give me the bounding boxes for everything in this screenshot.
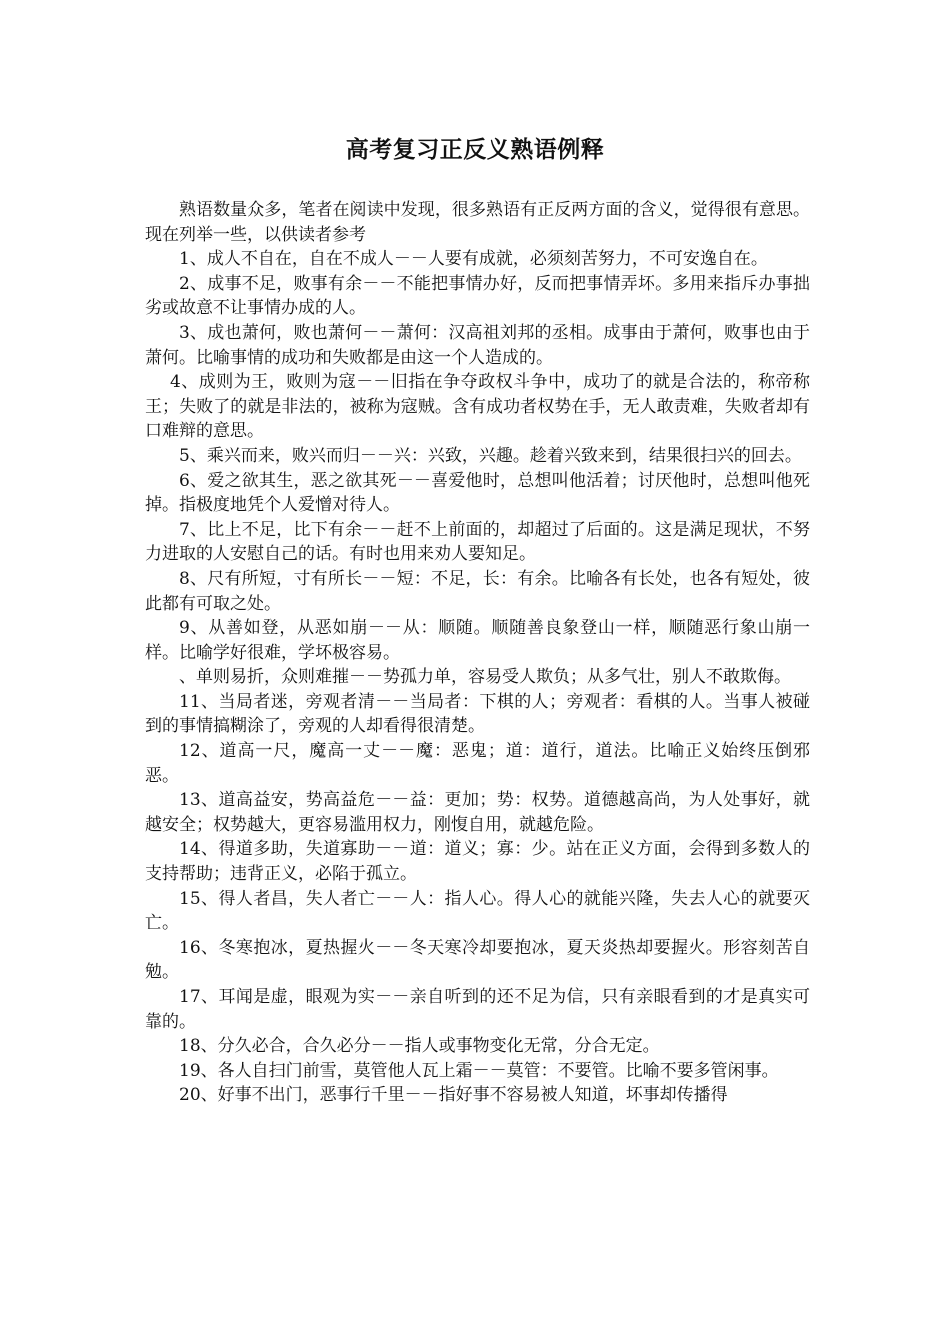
- idiom-item-2: 2、成事不足，败事有余－－不能把事情办好，反而把事情弄坏。多用来指斥办事拙劣或故意不让事情办成的人。: [145, 273, 810, 319]
- idiom-item-13: 13、道高益安，势高益危－－益：更加；势：权势。道德越高尚，为人处事好，就越安全；权势越大，更容易滥用权力，刚愎自用，就越危险。: [145, 790, 810, 835]
- idiom-item-15: 15、得人者昌，失人者亡－－人：指人心。得人心的就能兴隆，失去人心的就要灭亡。: [145, 888, 810, 934]
- idiom-item-19: 19、各人自扫门前雪，莫管他人瓦上霜－－莫管：不要管。比喻不要多管闲事。: [179, 1060, 779, 1081]
- idiom-item-8: 8、尺有所短，寸有所长－－短：不足，长：有余。比喻各有长处，也各有短处，彼此都有可取之处。: [145, 568, 810, 614]
- idiom-item-3: 3、成也萧何，败也萧何－－萧何：汉高祖刘邦的丞相。成事由于萧何，败事也由于萧何。比喻事情的成功和失败都是由这一个人造成的。: [145, 322, 810, 368]
- idiom-item-10: 、单则易折，众则难摧－－势孤力单，容易受人欺负；从多气壮，别人不敢欺侮。: [179, 667, 791, 688]
- idiom-item-7: 7、比上不足，比下有余－－赶不上前面的，却超过了后面的。这是满足现状，不努力进取的人安慰自己的话。有时也用来劝人要知足。: [145, 519, 810, 565]
- idiom-item-18: 18、分久必合，合久必分－－指人或事物变化无常，分合无定。: [179, 1036, 660, 1057]
- idiom-item-14: 14、得道多助，失道寡助－－道：道义；寡：少。站在正义方面，会得到多数人的支持帮助；违背正义，必陷于孤立。: [145, 839, 810, 885]
- idiom-item-1: 1、成人不自在，自在不成人－－人要有成就，必须刻苦努力，不可安逸自在。: [179, 249, 768, 270]
- idiom-item-12: 12、道高一尺，魔高一丈－－魔：恶鬼；道：道行，道法。比喻正义始终压倒邪恶。: [145, 741, 810, 786]
- idiom-item-17: 17、耳闻是虚，眼观为实－－亲自听到的还不足为信，只有亲眼看到的才是真实可靠的。: [145, 987, 810, 1032]
- page-title: 高考复习正反义熟语例释: [345, 136, 605, 163]
- idiom-item-16: 16、冬寒抱冰，夏热握火－－冬天寒冷却要抱冰，夏天炎热却要握火。形容刻苦自勉。: [145, 937, 810, 983]
- idiom-item-4: 4、成则为王，败则为寇－－旧指在争夺政权斗争中，成功了的就是合法的，称帝称王；失败了的就是非法的，被称为寇贼。含有成功者权势在手，无人敢责难，失败者却有口难辩的意思。: [145, 372, 810, 442]
- intro-paragraph: 熟语数量众多，笔者在阅读中发现，很多熟语有正反两方面的含义，觉得很有意思。现在列举一些，以供读者参考: [145, 200, 810, 245]
- document-body: [145, 198, 810, 1108]
- idiom-item-6: 6、爱之欲其生，恶之欲其死－－喜爱他时，总想叫他活着；讨厌他时，总想叫他死掉。指极度地凭个人爱憎对待人。: [145, 470, 810, 516]
- idiom-item-9: 9、从善如登，从恶如崩－－从：顺随。顺随善良象登山一样，顺随恶行象山崩一样。比喻学好很难，学坏极容易。: [145, 618, 810, 663]
- idiom-item-11: 11、当局者迷，旁观者清－－当局者：下棋的人；旁观者：看棋的人。当事人被碰到的事情搞糊涂了，旁观的人却看得很清楚。: [145, 691, 810, 737]
- idiom-item-5: 5、乘兴而来，败兴而归－－兴：兴致，兴趣。趁着兴致来到，结果很扫兴的回去。: [179, 445, 802, 466]
- idiom-item-20: 20、好事不出门，恶事行千里－－指好事不容易被人知道，坏事却传播得: [179, 1085, 728, 1106]
